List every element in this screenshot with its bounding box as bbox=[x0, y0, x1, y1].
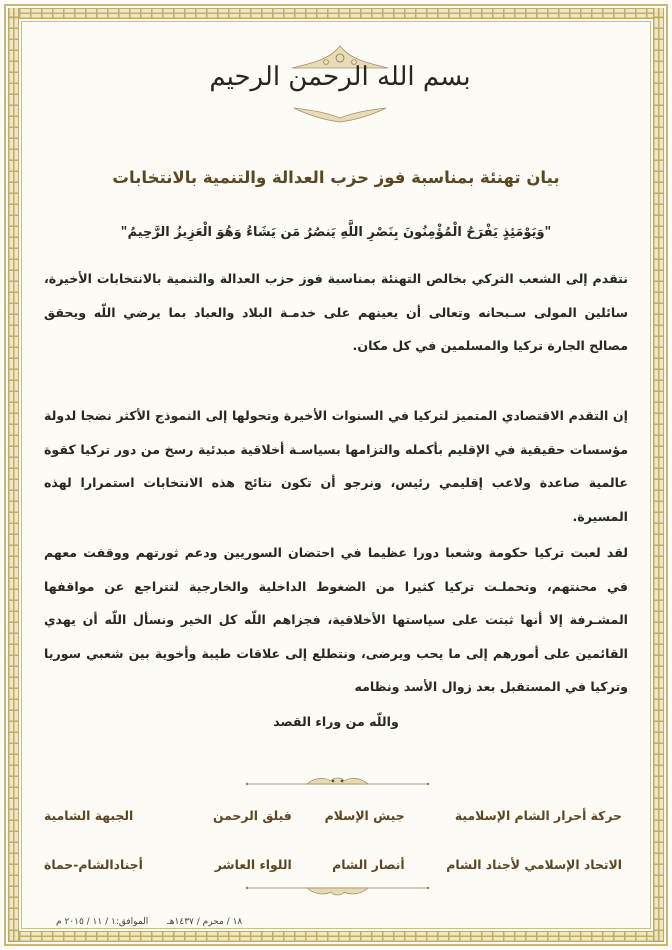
basmala-calligraphy: بسم الله الرحمن الرحيم bbox=[209, 62, 471, 92]
closing-line: واللّه من وراء القصد bbox=[273, 714, 399, 729]
border-band-right bbox=[653, 8, 664, 942]
statement-title: بيان تهنئة بمناسبة فوز حزب العدالة والتنمية بالانتخابات bbox=[112, 168, 560, 187]
signatory: حركة أحرار الشام الإسلامية bbox=[454, 808, 622, 823]
date-hijri: ١٨ / محرم / ١٤٣٧هـ bbox=[167, 917, 243, 927]
signatories-row-2 bbox=[44, 857, 622, 872]
divider-ornament-icon bbox=[245, 775, 430, 789]
paragraph-2: إن التقدم الاقتصادي المتميز لتركيا في السنوات الأخيرة وتحولها إلى النموذج الأكثر نضجا لدولة مؤسسات حقيقية في الإقليم بأكمله والتزامها بسياسـة أخلاقية مبدئية رسخ من دور تركيا كقوة عالمية صاعدة ولاعب إقليمي رئيس، ونرجو أن تكون نتائج هذه الانتخابات استمرارا لهذه المسيرة. bbox=[44, 408, 628, 524]
quran-verse: "وَيَوْمَئِذٍ يَفْرَحُ الْمُؤْمِنُونَ بِنَصْرِ اللَّهِ يَنصُرُ مَن يَشَاءُ وَهُوَ الْعَزِيزُ الرَّحِيمُ" bbox=[120, 225, 552, 240]
issue-date bbox=[40, 917, 242, 927]
signatory: الجبهة الشامية bbox=[44, 808, 134, 823]
border-band-top bbox=[8, 8, 664, 19]
signatory: جيش الإسلام bbox=[324, 808, 405, 823]
border-band-bottom bbox=[8, 931, 664, 942]
signatory: فيلق الرحمن bbox=[213, 808, 292, 823]
signatory: أجنادالشام-حماة bbox=[44, 857, 143, 872]
signatories-row-1 bbox=[44, 808, 622, 823]
paragraph-3: لقد لعبت تركيا حكومة وشعبا دورا عظيما في احتضان السوريين ودعم ثورتهم ووقفت معهم في محنتهم، وتحملـت تركيا كثيرا من الضغوط الداخلية والخارجية لتتراجع عن مواقفها المشـرفة إلا أنها ثبتت على سياستها الأخلاقية، فجزاهم اللّه كل الخير ونسأل اللّه أن يهدي القائمين على أمورهم إلى ما يحب ويرضى، ونتطلع إلى علاقات طيبة وأخوية بين شعبي سوريا وتركيا في المستقبل بعد زوال الأسد ونظامه bbox=[44, 545, 628, 694]
signatory: أنصار الشام bbox=[332, 857, 405, 872]
paragraph-1: نتقدم إلى الشعب التركي بخالص التهنئة بمناسبة فوز حزب العدالة والتنمية بالانتخابات الأخيرة، سائلين المولى سـبحانه وتعالى أن يعينهم على خدمـة البلاد والعباد بما يرضي اللّه ويحقق مصالح الجارة تركيا والمسلمين في كل مكان. bbox=[44, 271, 628, 353]
divider-ornament-icon bbox=[245, 884, 430, 898]
signatory: الاتحاد الإسلامي لأجناد الشام bbox=[446, 857, 622, 872]
border-band-left bbox=[8, 8, 19, 942]
date-gregorian: الموافق:١ / ١١ / ٢٠١٥ م bbox=[56, 917, 149, 927]
ornament-base-icon bbox=[290, 104, 390, 124]
signatory: اللواء العاشر bbox=[214, 857, 292, 872]
